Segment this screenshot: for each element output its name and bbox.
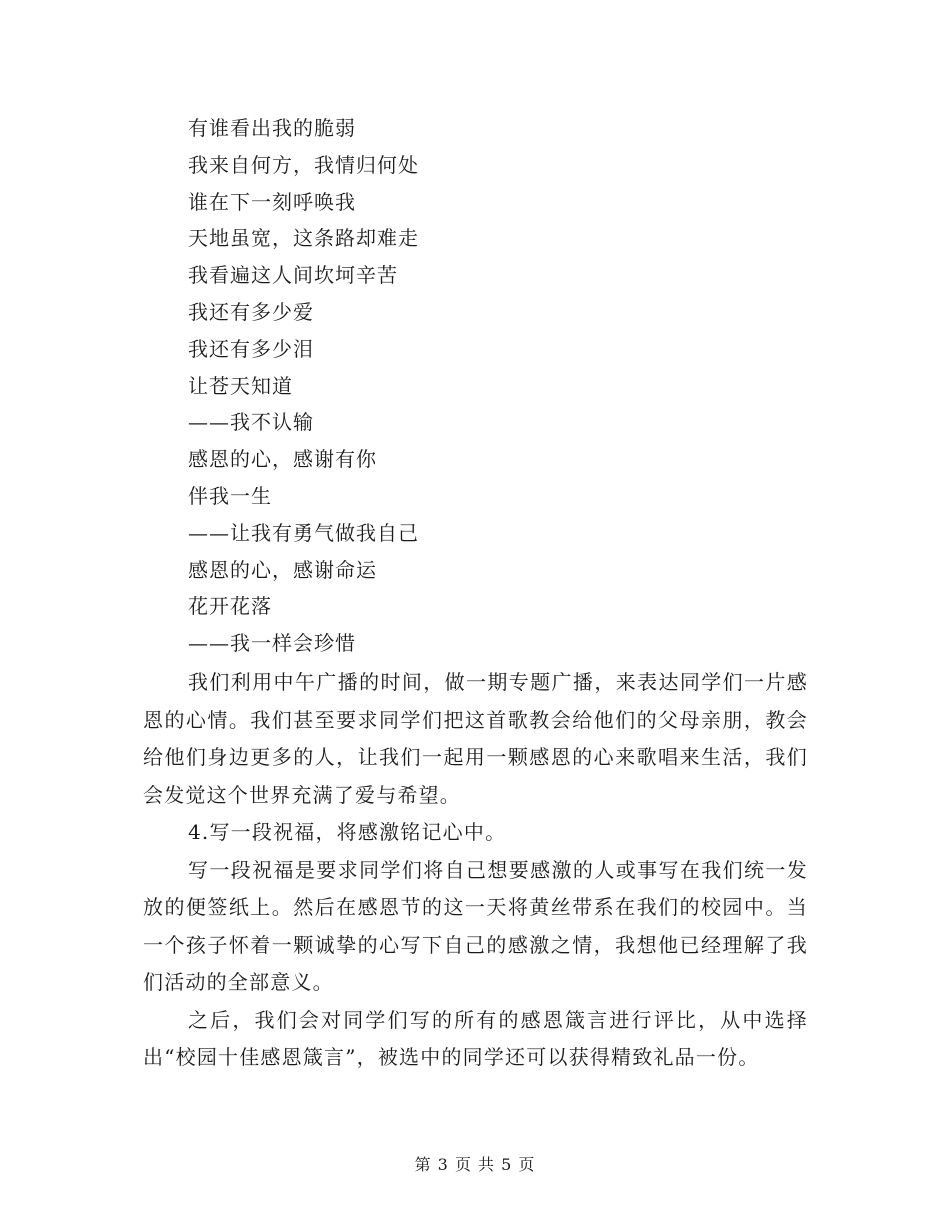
paragraph-selection: 之后，我们会对同学们写的所有的感恩箴言进行评比，从中选择出“校园十佳感恩箴言”，被选中的同学还可以获得精致礼品一份。 <box>143 1007 808 1069</box>
lyric-line: 花开花落 <box>188 594 272 619</box>
lyric-line: ——我不认输 <box>188 410 314 435</box>
lyric-line: 我还有多少爱 <box>188 299 314 324</box>
lyric-line: 谁在下一刻呼唤我 <box>188 189 356 214</box>
lyric-line: ——让我有勇气做我自己 <box>188 520 419 545</box>
lyric-line: 我还有多少泪 <box>188 336 314 361</box>
section-heading: 4.写一段祝福，将感激铭记心中。 <box>188 820 507 844</box>
paragraph-broadcast: 我们利用中午广播的时间，做一期专题广播，来表达同学们一片感恩的心情。我们甚至要求同学们把这首歌教会给他们的父母亲朋，教会给他们身边更多的人，让我们一起用一颗感恩的心来歌唱来生活，我们会发觉这个世界充满了爱与希望。 <box>143 670 808 807</box>
song-lyrics <box>188 110 828 662</box>
page-footer <box>0 1152 950 1175</box>
lyric-line: 有谁看出我的脆弱 <box>188 116 356 140</box>
lyric-line: 伴我一生 <box>188 483 272 508</box>
lyric-line: 天地虽宽，这条路却难走 <box>188 226 419 251</box>
lyric-line: 我看遍这人间坎坷辛苦 <box>188 263 398 288</box>
page-number: 第 3 页 共 5 页 <box>414 1155 536 1174</box>
lyric-line: 我来自何方，我情归何处 <box>188 152 419 177</box>
paragraph-blessing: 写一段祝福是要求同学们将自己想要感激的人或事写在我们统一发放的便签纸上。然后在感恩节的这一天将黄丝带系在我们的校园中。当一个孩子怀着一颗诚挚的心写下自己的感激之情，我想他已经理解了我们活动的全部意义。 <box>143 857 808 994</box>
lyric-line: 让苍天知道 <box>188 373 293 398</box>
body-text <box>143 664 808 1077</box>
lyric-line: 感恩的心，感谢命运 <box>188 557 377 582</box>
lyric-line: 感恩的心，感谢有你 <box>188 447 377 472</box>
lyric-line: ——我一样会珍惜 <box>188 631 356 656</box>
